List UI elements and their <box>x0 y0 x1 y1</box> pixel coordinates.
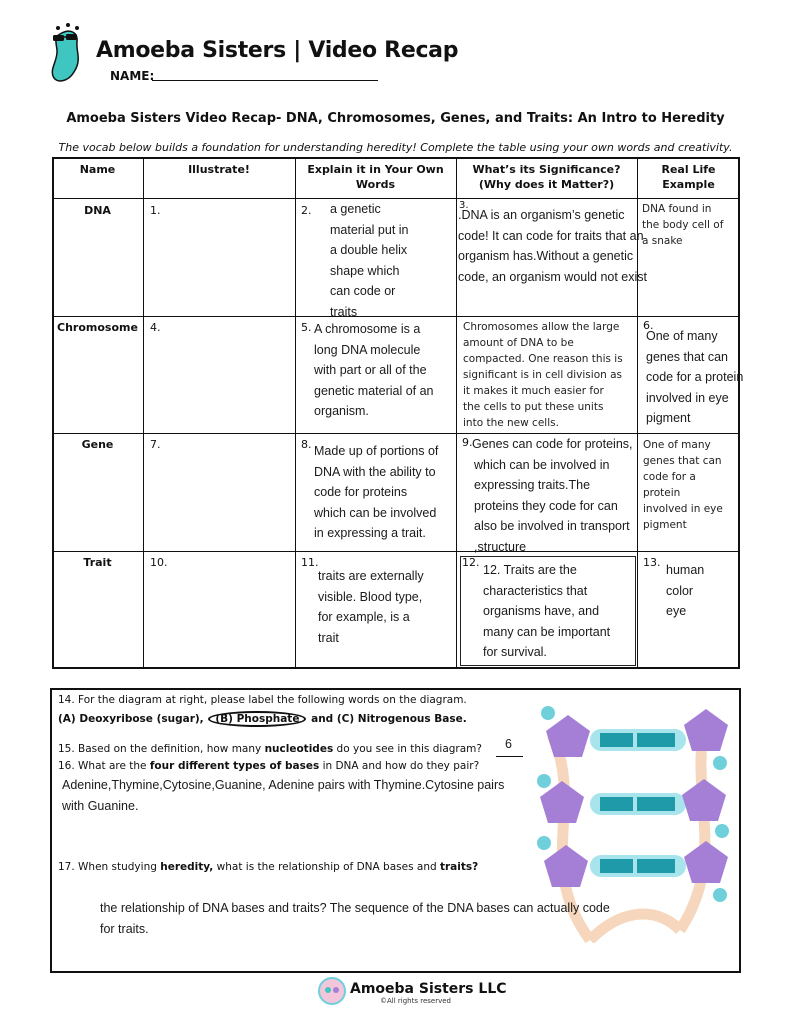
phosphate <box>713 756 727 770</box>
answer-line: traits are externally <box>318 569 424 583</box>
question-15 <box>58 743 482 755</box>
question-text: 16. What are the <box>58 760 147 772</box>
instructions: The vocab below builds a foundation for understanding heredity! Complete the table using your own words and creativity. <box>58 141 733 154</box>
footer-brand: Amoeba Sisters LLC <box>350 981 507 997</box>
answer-line: Adenine,Thymine,Cytosine,Guanine, Adenine pairs with Thymine.Cytosine pairs <box>62 778 505 792</box>
answer-line: DNA with the ability to <box>314 464 436 479</box>
amoeba-mascot-logo <box>44 20 94 88</box>
trait-example-answer[interactable] <box>666 560 736 622</box>
answer-line: a double helix <box>330 243 408 257</box>
answer-line: visible. Blood type, <box>318 589 423 604</box>
dna-example-answer[interactable] <box>642 201 738 249</box>
header-explain-line: Explain it in Your Own <box>307 163 444 176</box>
footer-copyright: ©All rights reserved <box>380 997 451 1005</box>
phosphate <box>537 836 551 850</box>
trait-explain-answer[interactable] <box>318 566 454 648</box>
answer-line: with part or all of the <box>314 363 427 377</box>
answer-line: traits <box>330 304 358 319</box>
answer-line: characteristics that <box>483 583 588 598</box>
chromosome-explain-answer[interactable] <box>314 319 454 422</box>
name-label: NAME: <box>110 69 155 83</box>
answer-line: it makes it much easier for <box>463 385 604 397</box>
answer-line: into the new cells. <box>463 417 559 429</box>
question-text: what is the relationship of DNA bases and <box>216 861 437 873</box>
chromosome-significance-answer[interactable] <box>463 319 635 431</box>
answer-line: code for a <box>643 471 696 483</box>
answer-line: which can be involved <box>314 505 437 520</box>
answer-line: eye <box>666 604 687 618</box>
question-15-answer[interactable]: 6 <box>505 737 512 751</box>
answer-line: DNA found in <box>642 203 712 215</box>
answer-line: also be involved in transport <box>474 519 630 533</box>
question-17-answer[interactable] <box>100 898 610 939</box>
answer-line: color <box>666 583 694 598</box>
cell-number: 2. <box>301 204 312 217</box>
answer-line: involved in eye <box>643 503 723 515</box>
table-divider <box>143 157 144 669</box>
label-nitrogenous-base: and (C) Nitrogenous Base. <box>311 713 467 725</box>
answer-line: for example, is a <box>318 610 410 624</box>
header-significance <box>456 162 637 192</box>
header-illustrate: Illustrate! <box>188 163 250 176</box>
gene-significance-answer[interactable] <box>472 434 652 557</box>
dna-explain-answer[interactable] <box>330 199 454 322</box>
phosphate <box>715 824 729 838</box>
answer-line: a genetic <box>330 202 381 216</box>
answer-line-15 <box>496 756 523 757</box>
answer-line: with Guanine. <box>62 798 139 813</box>
row-name-gene: Gene <box>81 438 114 451</box>
table-divider <box>295 157 296 669</box>
name-input-line[interactable] <box>152 80 378 81</box>
header-example <box>637 162 740 192</box>
answer-line: .DNA is an organism’s genetic <box>458 208 625 222</box>
question-keyword: four different types of bases <box>149 760 320 772</box>
nitrogenous-base <box>600 733 633 747</box>
phosphate <box>537 774 551 788</box>
answer-line: long DNA molecule <box>314 342 421 357</box>
row-name-chromosome: Chromosome <box>57 321 138 334</box>
gene-explain-answer[interactable] <box>314 441 454 544</box>
answer-line: many can be important <box>483 624 611 639</box>
answer-line: compacted. One reason this is <box>463 353 623 365</box>
cell-number: 8. <box>301 438 312 451</box>
answer-line: the body cell of <box>642 219 724 231</box>
phosphate <box>541 706 555 720</box>
cell-number: 5. <box>301 321 312 334</box>
cell-number: 9. <box>462 436 473 449</box>
deoxyribose-sugar <box>682 779 726 821</box>
answer-line: pigment <box>643 519 687 531</box>
answer-line: One of many <box>643 439 711 451</box>
question-14-prompt: 14. For the diagram at right, please label the following words on the diagram. <box>58 694 467 706</box>
nitrogenous-base <box>637 733 675 747</box>
question-14-labels <box>58 711 467 727</box>
label-phosphate-circled: (B) Phosphate <box>208 711 306 727</box>
answer-line: Chromosomes allow the large <box>463 321 620 333</box>
header-significance-line: What’s its Significance? <box>472 163 621 176</box>
answer-line: expressing traits.The <box>474 478 591 492</box>
question-text: in DNA and how do they pair? <box>322 760 480 772</box>
header-significance-line: (Why does it Matter?) <box>478 178 615 191</box>
answer-line: code for a protein <box>646 370 744 384</box>
cell-number: 4. <box>150 321 161 334</box>
header-example-line: Real Life <box>661 163 716 176</box>
row-name-trait: Trait <box>83 556 112 569</box>
answer-line: for traits. <box>100 921 149 936</box>
deoxyribose-sugar <box>684 709 728 751</box>
answer-line: organism. <box>314 404 369 418</box>
table-divider <box>456 157 457 669</box>
answer-line: protein <box>643 487 681 499</box>
answer-line: shape which <box>330 263 400 278</box>
nitrogenous-base <box>600 859 633 873</box>
question-16-answer[interactable] <box>62 775 504 816</box>
answer-line: significant is in cell division as <box>463 369 623 381</box>
question-keyword: traits? <box>439 861 479 873</box>
answer-line: trait <box>318 630 339 645</box>
question-text: 15. Based on the definition, how many <box>58 743 262 755</box>
answer-line: organism has.Without a genetic <box>458 249 634 263</box>
answer-line: human <box>666 563 705 577</box>
question-text: do you see in this diagram? <box>336 743 482 755</box>
answer-line: Made up of portions of <box>314 444 439 458</box>
deoxyribose-sugar <box>544 845 588 887</box>
cell-number: 10. <box>150 556 168 569</box>
answer-line: the cells to put these units <box>463 401 604 413</box>
deoxyribose-sugar <box>684 841 728 883</box>
answer-line: 12. Traits are the <box>483 563 577 577</box>
question-keyword: heredity, <box>160 861 214 873</box>
cell-number: 11. <box>301 556 319 569</box>
nitrogenous-base <box>600 797 633 811</box>
nitrogenous-base <box>637 797 675 811</box>
answer-line: material put in <box>330 222 409 237</box>
answer-line: Genes can code for proteins, <box>472 437 633 451</box>
brand-title: Amoeba Sisters | Video Recap <box>96 38 459 63</box>
cell-number: 7. <box>150 438 161 451</box>
answer-line: a snake <box>642 235 683 247</box>
trait-significance-answer[interactable] <box>483 560 633 663</box>
answer-line: pigment <box>646 411 691 425</box>
amoeba-sisters-logo-icon <box>318 977 346 1005</box>
answer-line: amount of DNA to be <box>463 337 574 349</box>
answer-line: involved in eye <box>646 390 729 405</box>
header-example-line: Example <box>662 178 715 191</box>
cell-number: 13. <box>643 556 661 569</box>
row-name-dna: DNA <box>84 204 111 217</box>
cell-number: 6. <box>643 319 654 332</box>
page-title: Amoeba Sisters Video Recap- DNA, Chromosomes, Genes, and Traits: An Intro to Heredity <box>66 111 725 126</box>
answer-line: One of many <box>646 329 718 343</box>
header-explain <box>295 162 456 192</box>
question-text: 17. When studying <box>58 861 157 873</box>
answer-line: genes that can <box>646 349 729 364</box>
chromosome-example-answer[interactable] <box>646 326 756 429</box>
answer-line: code, an organism would not exist <box>458 269 647 284</box>
answer-line: can code or <box>330 284 396 298</box>
header-explain-line: Words <box>355 178 396 191</box>
answer-line: proteins they code for can <box>474 498 618 513</box>
phosphate <box>713 888 727 902</box>
question-16 <box>58 760 479 772</box>
answer-line: the relationship of DNA bases and traits? The sequence of the DNA bases can actually code <box>100 901 610 915</box>
question-17 <box>58 861 478 873</box>
answer-line: A chromosome is a <box>314 322 421 336</box>
answer-line: genes that can <box>643 455 722 467</box>
answer-line: genetic material of an <box>314 383 434 398</box>
gene-example-answer[interactable] <box>643 437 739 533</box>
answer-line: in expressing a trait. <box>314 526 426 540</box>
cell-number: 1. <box>150 204 161 217</box>
label-deoxyribose: (A) Deoxyribose (sugar), <box>58 713 204 725</box>
question-keyword: nucleotides <box>264 743 334 755</box>
answer-line: for survival. <box>483 645 547 659</box>
answer-line: code for proteins <box>314 485 408 499</box>
answer-line: ,structure <box>474 539 527 554</box>
answer-line: organisms have, and <box>483 604 600 618</box>
cell-number: 3. <box>459 200 469 211</box>
deoxyribose-sugar <box>546 715 590 757</box>
answer-line: which can be involved in <box>474 457 610 472</box>
nitrogenous-base <box>637 859 675 873</box>
header-name: Name <box>79 163 116 176</box>
cell-number: 12. <box>462 556 480 569</box>
answer-line: code! It can code for traits that an <box>458 228 644 243</box>
